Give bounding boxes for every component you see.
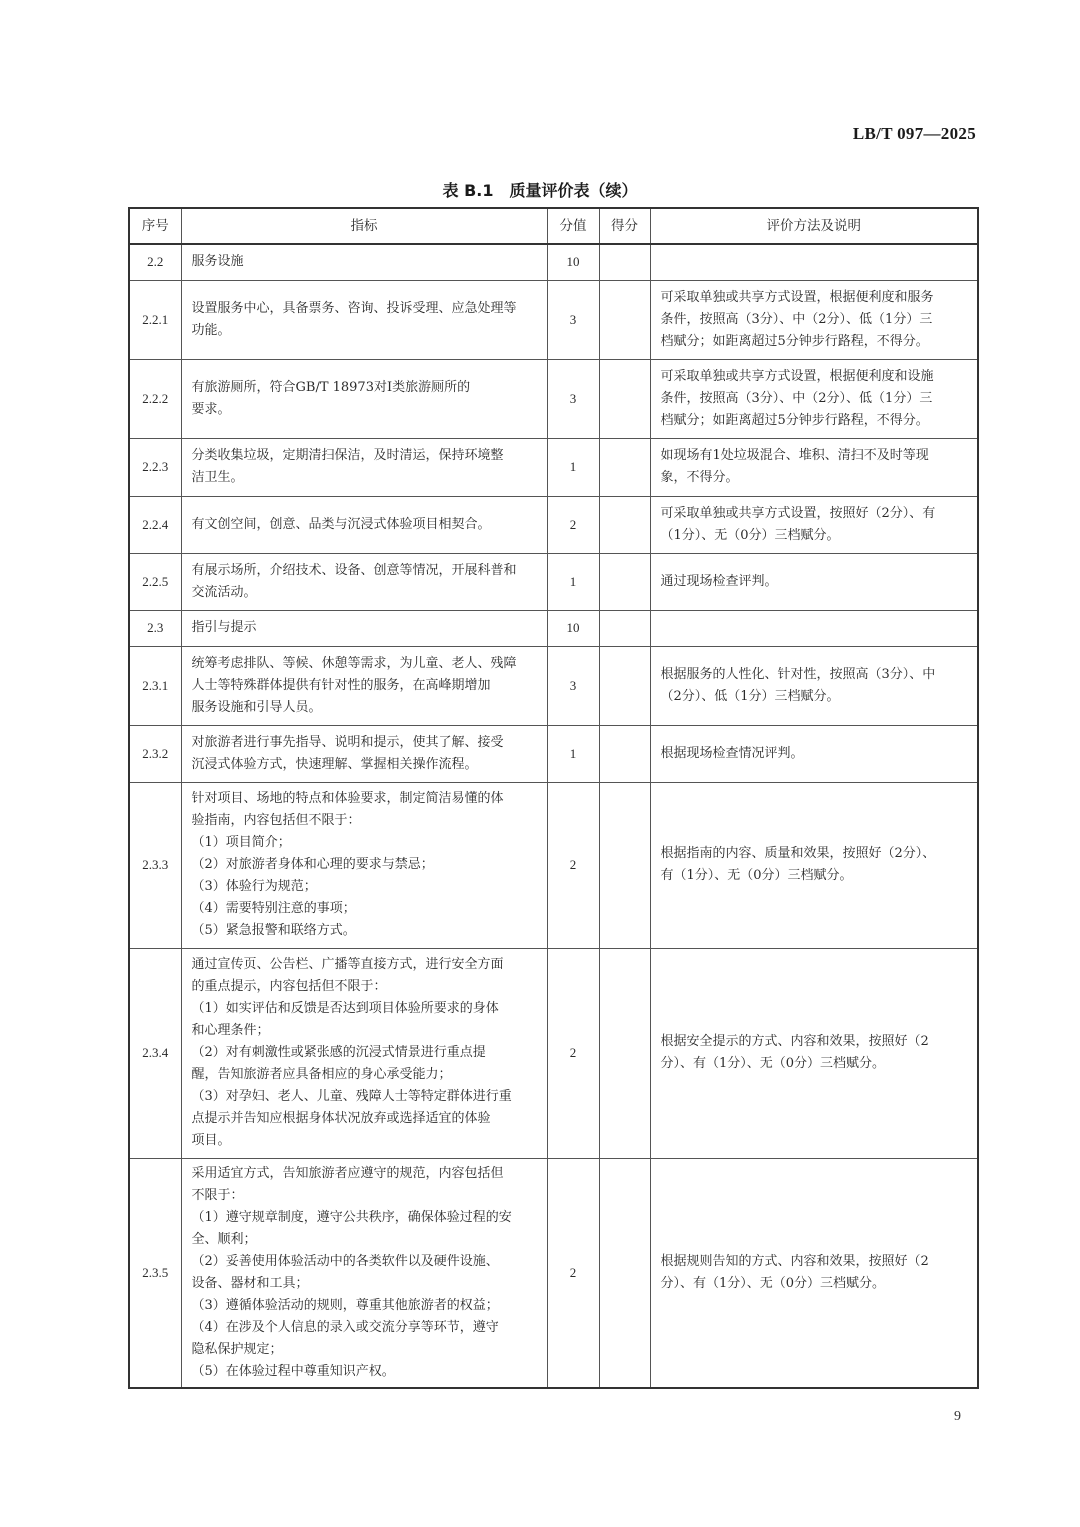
cell-no: 2.3.3 [129,782,181,948]
indicator-line: 醒，告知旅游者应具备相应的身心承受能力； [191,1067,452,1082]
cell-obtained-score [599,610,650,646]
indicator-line: 服务设施和引导人员。 [191,699,322,715]
indicator-line: 指引与提示 [191,620,257,635]
method-line: 象，不得分。 [660,470,739,485]
table-row [129,948,978,1158]
column-header-indicator: 指标 [181,208,547,244]
indicator-line: 要求。 [191,401,231,417]
cell-no: 2.2.5 [129,553,181,610]
cell-indicator [181,782,547,948]
cell-indicator [181,359,547,438]
method-line: 档赋分；如距离超过5分钟步行路程，不得分。 [660,412,929,428]
cell-method [650,782,978,948]
cell-no: 2.2.2 [129,359,181,438]
cell-method [650,646,978,725]
cell-score: 1 [547,725,599,782]
cell-obtained-score [599,782,650,948]
indicator-line: 交流活动。 [191,584,257,600]
cell-obtained-score [599,1158,650,1388]
cell-obtained-score [599,280,650,359]
method-line: 根据规则告知的方式、内容和效果，按照好（2 [660,1253,929,1269]
indicator-line: 全、顺利； [191,1231,257,1247]
method-line: 可采取单独或共享方式设置，根据便利度和设施 [660,368,934,384]
method-line: 根据安全提示的方式、内容和效果，按照好（2 [660,1034,929,1049]
table-row [129,438,978,496]
indicator-line: （2）对旅游者身体和心理的要求与禁忌； [191,857,434,872]
method-line: （2分）、低（1分）三档赋分。 [660,688,840,704]
table-row [129,280,978,359]
cell-no: 2.2.3 [129,438,181,496]
indicator-line: 和心理条件； [191,1023,270,1038]
method-line: 分）、有（1分）、无（0分）三档赋分。 [660,1275,886,1291]
cell-method [650,496,978,553]
method-line: 档赋分；如距离超过5分钟步行路程，不得分。 [660,333,929,349]
cell-obtained-score [599,553,650,610]
indicator-line: 洁卫生。 [191,470,244,485]
indicator-line: （2）妥善使用体验活动中的各类软件以及硬件设施、 [191,1253,499,1269]
indicator-line: 沉浸式体验方式，快速理解、掌握相关操作流程。 [191,756,478,772]
cell-no: 2.3.4 [129,948,181,1158]
indicator-line: 功能。 [191,322,231,338]
cell-method [650,244,978,280]
cell-score: 3 [547,280,599,359]
cell-score: 2 [547,496,599,553]
indicator-line: 项目。 [191,1133,231,1148]
cell-indicator [181,438,547,496]
page-number: 9 [954,1409,961,1424]
cell-no: 2.2.4 [129,496,181,553]
cell-obtained-score [599,496,650,553]
cell-method [650,725,978,782]
table-row [129,782,978,948]
cell-method [650,359,978,438]
method-line: （1分）、无（0分）三档赋分。 [660,527,840,543]
cell-no: 2.2.1 [129,280,181,359]
cell-method [650,553,978,610]
cell-indicator [181,496,547,553]
column-header-score: 分值 [547,208,599,244]
indicator-line: 设置服务中心，具备票务、咨询、投诉受理、应急处理等 [191,300,517,316]
method-line: 分）、有（1分）、无（0分）三档赋分。 [660,1056,886,1071]
indicator-line: 针对项目、场地的特点和体验要求，制定简洁易懂的体 [191,791,504,806]
cell-obtained-score [599,359,650,438]
table-row [129,553,978,610]
table-row [129,610,978,646]
indicator-line: 隐私保护规定； [191,1341,283,1357]
table-header-row [129,208,978,244]
table-row [129,1158,978,1388]
cell-method [650,438,978,496]
indicator-line: 统筹考虑排队、等候、休憩等需求，为儿童、老人、残障 [191,655,517,671]
cell-obtained-score [599,646,650,725]
cell-indicator [181,725,547,782]
method-line: 有（1分）、无（0分）三档赋分。 [660,868,853,883]
standard-code: LB/T 097—2025 [852,124,976,143]
table-title: 表 B.1 质量评价表（续） [442,181,638,200]
cell-score: 2 [547,782,599,948]
indicator-line: （5）紧急报警和联络方式。 [191,923,356,938]
cell-no: 2.3.2 [129,725,181,782]
indicator-line: 通过宣传页、公告栏、广播等直接方式，进行安全方面 [191,957,504,972]
method-line: 根据现场检查情况评判。 [660,745,804,761]
cell-no: 2.3.5 [129,1158,181,1388]
indicator-line: （3）体验行为规范； [191,879,317,894]
cell-no: 2.2 [129,244,181,280]
cell-score: 2 [547,948,599,1158]
indicator-line: 验指南，内容包括但不限于： [191,813,361,828]
indicator-line: （2）对有刺激性或紧张感的沉浸式情景进行重点提 [191,1045,486,1060]
indicator-line: 有文创空间，创意、品类与沉浸式体验项目相契合。 [191,516,491,532]
cell-no: 2.3.1 [129,646,181,725]
cell-method [650,610,978,646]
indicator-line: 设备、器材和工具； [191,1275,309,1291]
table-row [129,496,978,553]
indicator-line: 人士等特殊群体提供有针对性的服务，在高峰期增加 [191,677,491,693]
cell-indicator [181,244,547,280]
cell-no: 2.3 [129,610,181,646]
cell-method [650,948,978,1158]
indicator-line: 服务设施 [191,254,244,270]
indicator-line: 有旅游厕所，符合GB/T 18973对Ⅰ类旅游厕所的 [191,379,471,395]
cell-score: 3 [547,646,599,725]
cell-obtained-score [599,438,650,496]
cell-score: 3 [547,359,599,438]
indicator-line: （5）在体验过程中尊重知识产权。 [191,1363,395,1379]
indicator-line: 采用适宜方式，告知旅游者应遵守的规范，内容包括但 [191,1165,504,1181]
method-line: 通过现场检查评判。 [660,573,778,589]
cell-score: 10 [547,244,599,280]
indicator-line: （1）如实评估和反馈是否达到项目体验所要求的身体 [191,1001,499,1016]
quality-evaluation-table [128,207,979,1389]
cell-indicator [181,280,547,359]
indicator-line: （3）对孕妇、老人、儿童、残障人士等特定群体进行重 [191,1089,512,1104]
column-header-obtained: 得分 [599,208,650,244]
indicator-line: （3）遵循体验活动的规则，尊重其他旅游者的权益； [191,1297,499,1313]
indicator-line: 分类收集垃圾，定期清扫保洁，及时清运，保持环境整 [191,448,504,463]
indicator-line: 对旅游者进行事先指导、说明和提示，使其了解、接受 [191,734,504,750]
table-row [129,725,978,782]
cell-indicator [181,610,547,646]
method-line: 如现场有1处垃圾混合、堆积、清扫不及时等现 [660,448,929,463]
method-line: 可采取单独或共享方式设置，根据便利度和服务 [660,289,934,305]
table-row [129,646,978,725]
indicator-line: 有展示场所，介绍技术、设备、创意等情况，开展科普和 [191,562,517,578]
method-line: 可采取单独或共享方式设置，按照好（2分）、有 [660,505,936,521]
indicator-line: （1）遵守规章制度，遵守公共秩序，确保体验过程的安 [191,1209,512,1225]
cell-indicator [181,646,547,725]
cell-score: 2 [547,1158,599,1388]
table-row [129,359,978,438]
cell-method [650,280,978,359]
table-row [129,244,978,280]
indicator-line: 点提示并告知应根据身体状况放弃或选择适宜的体验 [191,1111,491,1126]
cell-method [650,1158,978,1388]
cell-indicator [181,948,547,1158]
column-header-no: 序号 [129,208,181,244]
cell-obtained-score [599,244,650,280]
indicator-line: 的重点提示，内容包括但不限于： [191,979,387,994]
cell-obtained-score [599,725,650,782]
indicator-line: （4）需要特别注意的事项； [191,901,356,916]
cell-indicator [181,1158,547,1388]
column-header-method: 评价方法及说明 [650,208,978,244]
method-line: 条件，按照高（3分）、中（2分）、低（1分）三 [660,390,933,406]
cell-score: 1 [547,553,599,610]
table-body [129,244,978,1388]
indicator-line: （1）项目简介； [191,835,291,850]
cell-score: 1 [547,438,599,496]
indicator-line: 不限于： [191,1187,244,1203]
method-line: 根据服务的人性化、针对性，按照高（3分）、中 [660,666,936,682]
cell-indicator [181,553,547,610]
indicator-line: （4）在涉及个人信息的录入或交流分享等环节，遵守 [191,1319,499,1335]
cell-obtained-score [599,948,650,1158]
method-line: 根据指南的内容、质量和效果，按照好（2分）、 [660,846,936,861]
method-line: 条件，按照高（3分）、中（2分）、低（1分）三 [660,311,933,327]
cell-score: 10 [547,610,599,646]
